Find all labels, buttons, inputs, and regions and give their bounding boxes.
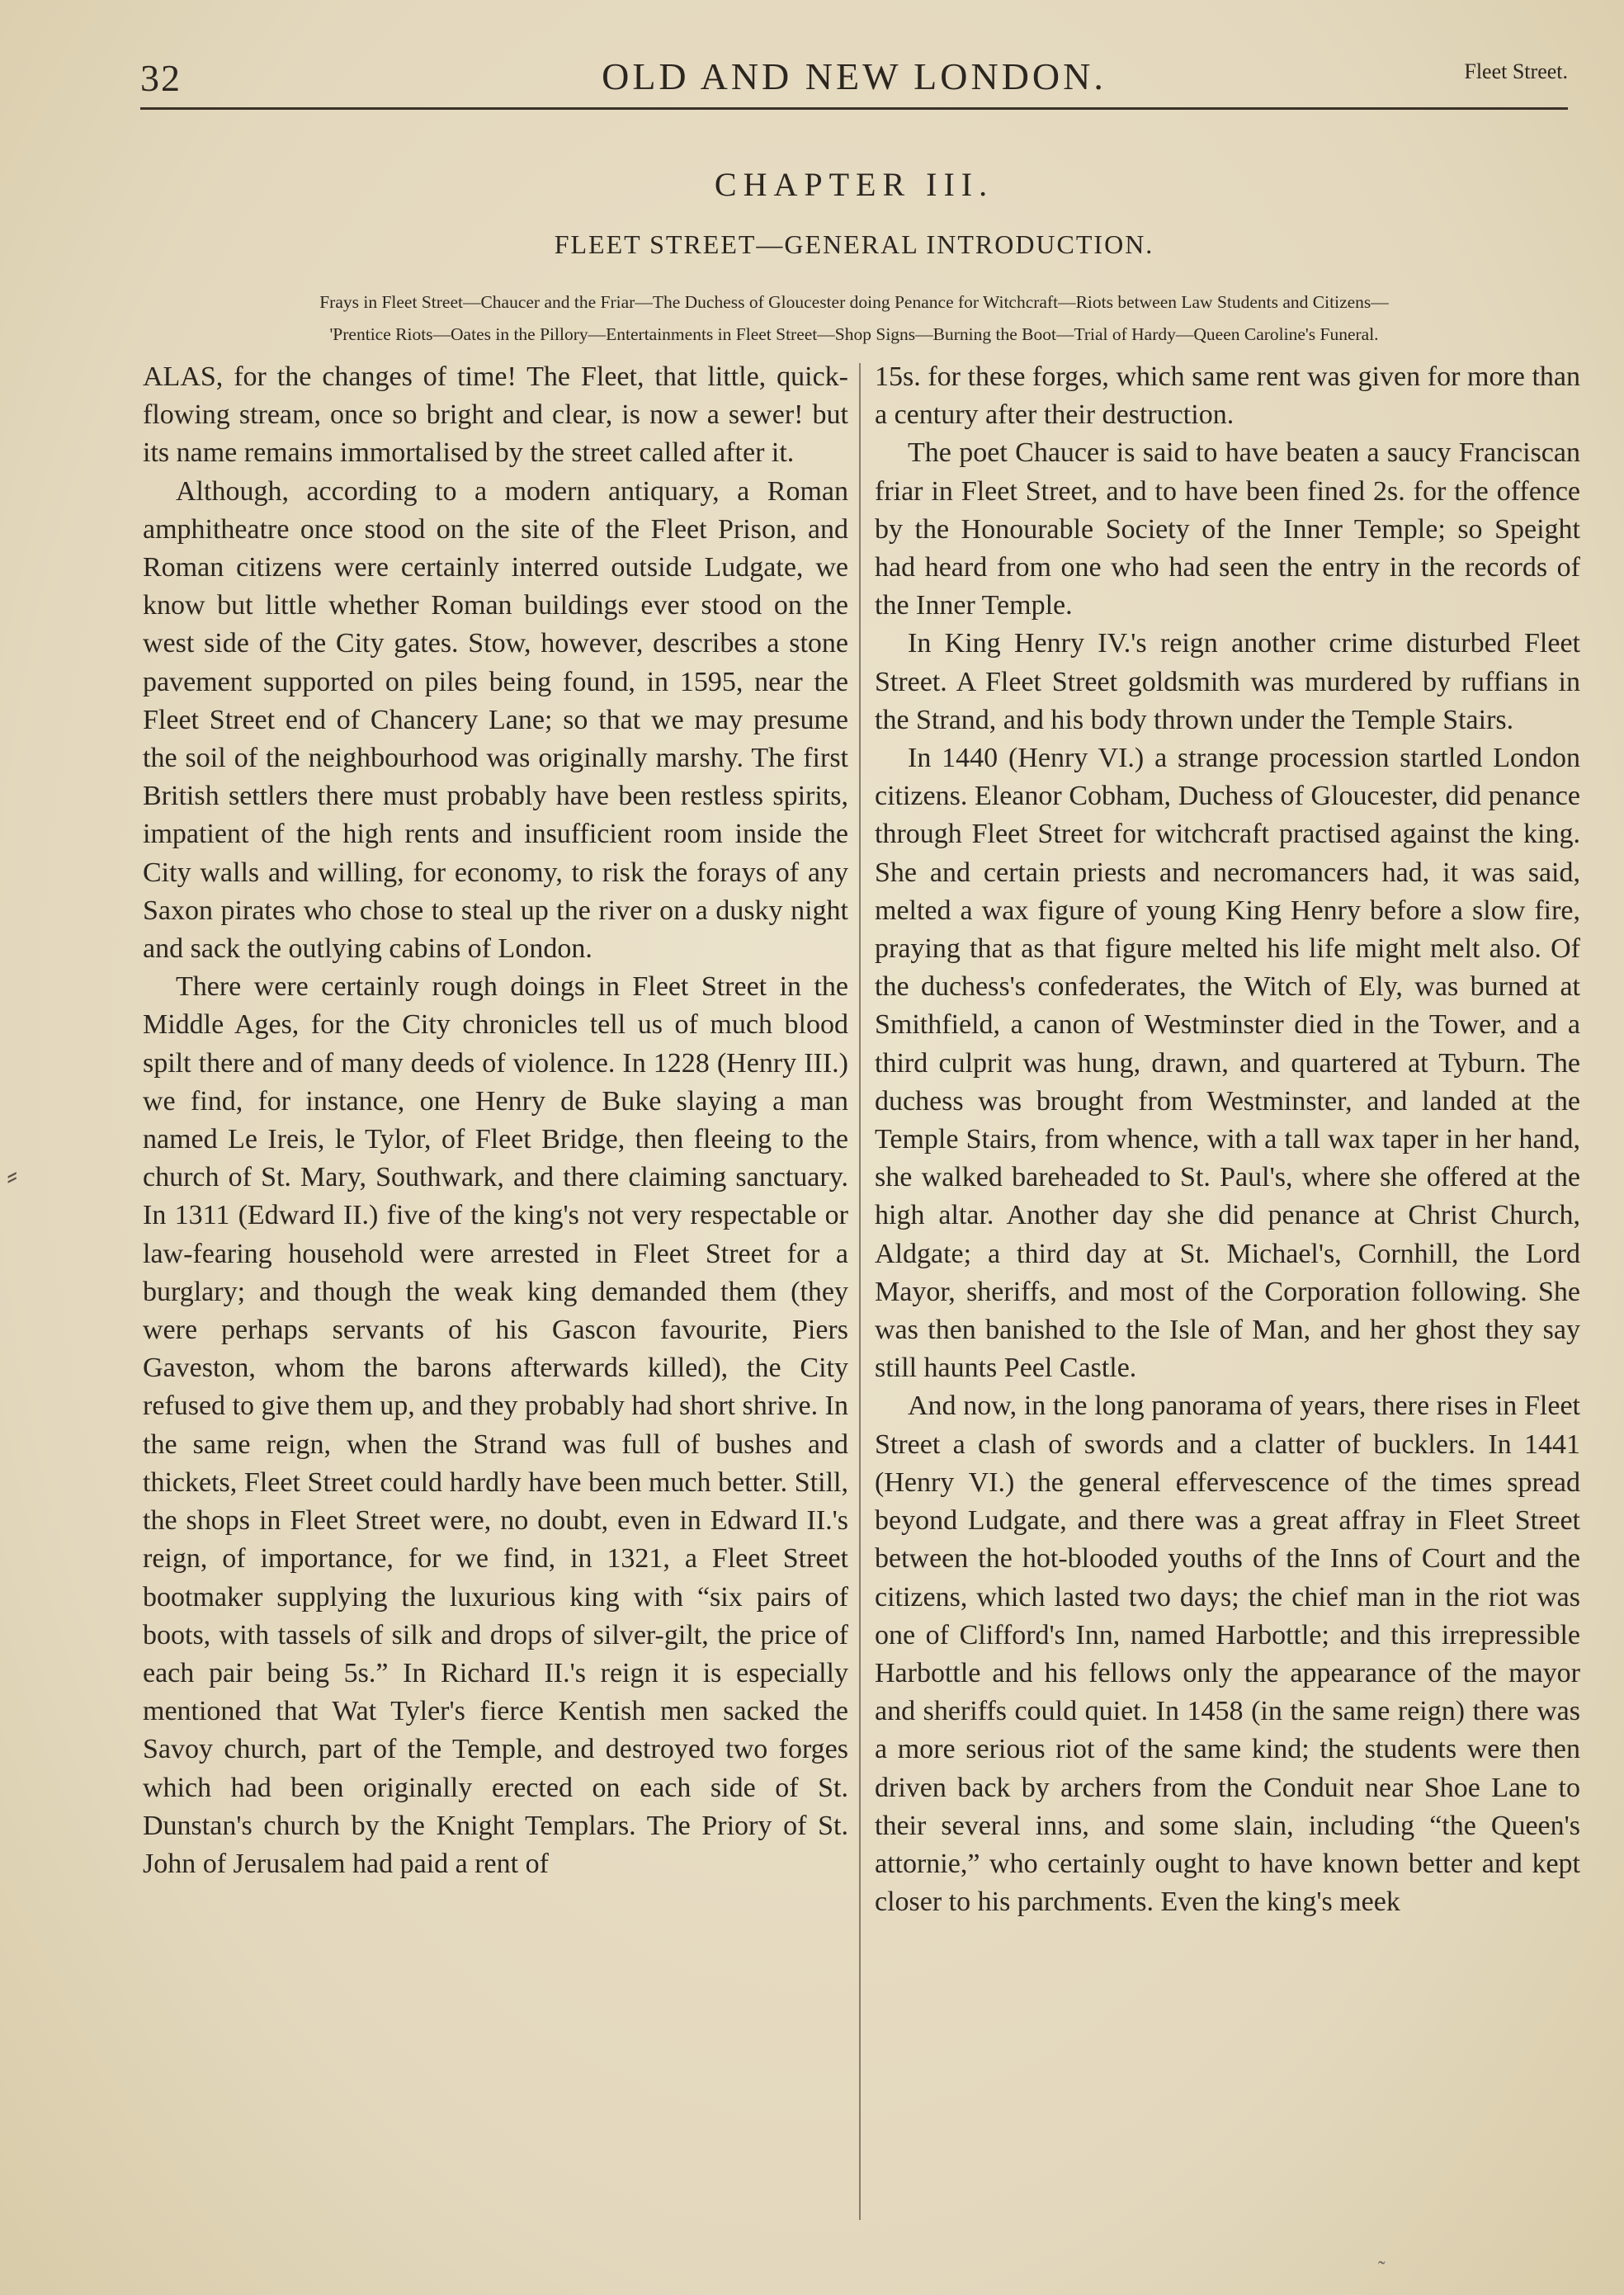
paragraph: In King Henry IV.'s reign another crime disturbed Fleet Street. A Fleet Street goldsmith was murdered by ruffians in the Strand, and his body thrown under the Temple Stairs. xyxy=(875,628,1580,735)
paragraph: There were certainly rough doings in Fleet Street in the Middle Ages, for the City chronicles tell us of much blood spilt there and of many deeds of violence. In 1228 (Henry III.) we find, for instance, one Henry de Buke slaying a man named Le Ireis, le Tylor, of Fleet Bridge, then fleeing to the church of St. Mary, Southwark, and there claiming sanctuary. In 1311 (Edward II.) five of the king's not very respectable or law-fearing household were arrested in Fleet Street for a burglary; and though the weak king demanded them (they were perhaps servants of his Gascon favourite, Piers Gaveston, whom the barons afterwards killed), the City refused to give them up, and they probably had short shrive. In the same reign, when the Strand was full of bushes and thickets, Fleet Street could hardly have been much better. Still, the shops in Fleet Street were, no doubt, even in Edward II.'s reign, of importance, for we find, in 1321, a Fleet Street bootmaker supplying the luxurious king with “six pairs of boots, with tassels of silk and drops of silver-gilt, the price of each pair being 5s.” In Richard II.'s reign it is especially mentioned that Wat Tyler's fierce Kentish men sacked the Savoy church, part of the Temple, and destroyed two forges which had been originally erected on each side of St. Dunstan's church by the Knight Templars. The Priory of St. John of Jerusalem had paid a rent of xyxy=(143,971,848,1879)
paragraph: And now, in the long panorama of years, there rises in Fleet Street a clash of swords and a clatter of bucklers. In 1441 (Henry VI.) the general effervescence of the times spread beyond Ludgate, and there was a great affray in Fleet Street between the hot-blooded youths of the Inns of Court and the citizens, which lasted two days; the chief man in the riot was one of Clifford's Inn, named Harbottle; and this irrepressible Harbottle and his fellows only the appearance of the mayor and sheriffs could quiet. In 1458 (in the same reign) there was a more serious riot of the same kind; the students were then driven back by archers from the Conduit near Shoe Lane to their several inns, and some slain, including “the Queen's attornie,” who certainly ought to have known better and kept closer to his parchments. Even the king's meek xyxy=(875,1391,1580,1918)
right-column xyxy=(875,358,1580,1921)
bottom-ink-mark: ˜ xyxy=(1378,2257,1386,2281)
running-head xyxy=(140,50,1568,110)
paragraph: In 1440 (Henry VI.) a strange procession startled London citizens. Eleanor Cobham, Duchess of Gloucester, did penance through Fleet Street for witchcraft practised against the king. She and certain priests and necromancers had, it was said, melted a wax figure of young King Henry before a slow fire, praying that as that figure melted his life might melt also. Of the duchess's confederates, the Witch of Ely, was burned at Smithfield, a canon of Westminster died in the Tower, and a third culprit was hung, drawn, and quartered at Tyburn. The duchess was brought from Westminster, and landed at the Temple Stairs, from whence, with a tall wax taper in her hand, she walked bareheaded to St. Paul's, where she offered at the high altar. Another day she did penance at Christ Church, Aldgate; a third day at St. Michael's, Cornhill, the Lord Mayor, sheriffs, and most of the Corporation following. She was then banished to the Isle of Man, and her ghost they say still haunts Peel Castle. xyxy=(875,743,1580,1384)
book-title: OLD AND NEW LONDON. xyxy=(602,55,1107,97)
column-divider xyxy=(859,363,861,2220)
chapter-number: CHAPTER III. xyxy=(714,166,994,203)
section-title: Fleet Street. xyxy=(1464,59,1568,83)
paragraph: ALAS, for the changes of time! The Fleet, that little, quick-flowing stream, once so bright and clear, is now a sewer! but its name remains immortalised by the street called after it. xyxy=(143,361,848,469)
paragraph: 15s. for these forges, which same rent was given for more than a century after their destruction. xyxy=(875,361,1580,431)
margin-pencil-mark: ⸗ xyxy=(7,1156,18,1193)
paragraph: Although, according to a modern antiquary, a Roman amphitheatre once stood on the site of the Fleet Prison, and Roman citizens were certainly interred outside Ludgate, we know but little whether Roman buildings ever stood on the west side of the City gates. Stow, however, describes a stone pavement supported on piles being found, in 1595, near the Fleet Street end of Chancery Lane; so that we may presume the soil of the neighbourhood was originally marshy. The first British settlers there must probably have been restless spirits, impatient of the high rents and insufficient room inside the City walls and willing, for economy, to risk the forays of any Saxon pirates who chose to steal up the river on a dusky night and sack the outlying cabins of London. xyxy=(143,475,848,965)
paragraph: The poet Chaucer is said to have beaten a saucy Franciscan friar in Fleet Street, and to have been fined 2s. for the offence by the Honourable Society of the Inner Temple; so Speight had heard from one who had seen the entry in the records of the Inner Temple. xyxy=(875,437,1580,621)
page-number: 32 xyxy=(140,57,182,99)
chapter-title: FLEET STREET—GENERAL INTRODUCTION. xyxy=(554,229,1154,259)
chapter-synopsis: Frays in Fleet Street—Chaucer and the Friar—The Duchess of Gloucester doing Penance for Witchcraft—Riots between Law Students and Citizens— 'Prentice Riots—Oates in the Pillory—Entertainments in Fleet Street—Shop Signs—Burning the Boot—Trial of Hardy—Queen Caroline's Funeral. xyxy=(319,292,1389,344)
left-column xyxy=(143,358,848,1883)
